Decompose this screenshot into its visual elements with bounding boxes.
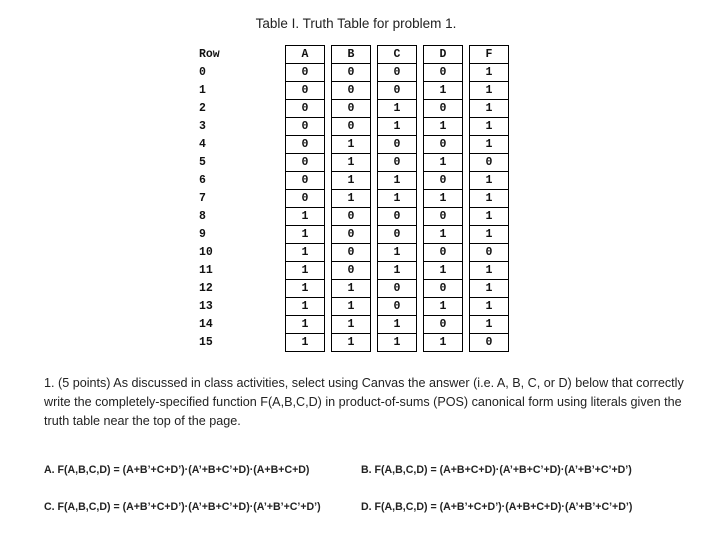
cell-b: 1: [332, 154, 371, 172]
row-number: 13: [199, 300, 213, 313]
cell-f: 1: [470, 208, 509, 226]
cell-b: 1: [332, 316, 371, 334]
table-row: [195, 82, 509, 100]
cell-d: 0: [424, 280, 463, 298]
cell-f: 1: [470, 100, 509, 118]
cell-a: 0: [286, 82, 325, 100]
truth-table-body: [195, 64, 509, 352]
cell-c: 1: [378, 334, 417, 352]
cell-a: 0: [286, 64, 325, 82]
truth-table-container: [195, 45, 509, 352]
cell-b: 1: [332, 280, 371, 298]
cell-c: 1: [378, 262, 417, 280]
cell-d: 0: [424, 208, 463, 226]
cell-a: 0: [286, 172, 325, 190]
row-number: 9: [199, 228, 206, 241]
row-number: 12: [199, 282, 213, 295]
cell-c: 1: [378, 118, 417, 136]
cell-f: 1: [470, 190, 509, 208]
cell-d: 1: [424, 118, 463, 136]
cell-b: 0: [332, 82, 371, 100]
cell-a: 1: [286, 262, 325, 280]
answer-choice-b: B. F(A,B,C,D) = (A+B+C+D)·(A’+B+C’+D)·(A’+B’+C’+D’): [361, 464, 632, 476]
cell-f: 1: [470, 316, 509, 334]
cell-f: 1: [470, 226, 509, 244]
cell-d: 0: [424, 244, 463, 262]
cell-d: 0: [424, 172, 463, 190]
table-row: [195, 118, 509, 136]
cell-c: 0: [378, 82, 417, 100]
cell-a: 1: [286, 298, 325, 316]
header-a: A: [286, 46, 325, 64]
cell-c: 0: [378, 298, 417, 316]
row-number: 7: [199, 192, 206, 205]
cell-a: 0: [286, 136, 325, 154]
cell-d: 1: [424, 226, 463, 244]
row-number: 6: [199, 174, 206, 187]
cell-f: 1: [470, 118, 509, 136]
row-number: 10: [199, 246, 213, 259]
cell-c: 0: [378, 136, 417, 154]
cell-b: 1: [332, 334, 371, 352]
table-row: [195, 244, 509, 262]
cell-b: 0: [332, 262, 371, 280]
cell-b: 1: [332, 172, 371, 190]
table-row: [195, 280, 509, 298]
header-c: C: [378, 46, 417, 64]
cell-d: 1: [424, 154, 463, 172]
table-row: [195, 100, 509, 118]
table-row: [195, 262, 509, 280]
cell-b: 0: [332, 118, 371, 136]
cell-b: 0: [332, 226, 371, 244]
cell-b: 0: [332, 64, 371, 82]
table-row: [195, 208, 509, 226]
row-number: 4: [199, 138, 206, 151]
cell-f: 0: [470, 154, 509, 172]
cell-a: 0: [286, 118, 325, 136]
cell-d: 1: [424, 190, 463, 208]
cell-c: 1: [378, 244, 417, 262]
cell-f: 1: [470, 298, 509, 316]
cell-a: 1: [286, 316, 325, 334]
cell-d: 0: [424, 316, 463, 334]
table-row: [195, 64, 509, 82]
answer-choice-a: A. F(A,B,C,D) = (A+B’+C+D’)·(A’+B+C’+D)·(A+B+C+D): [44, 464, 310, 476]
cell-d: 0: [424, 64, 463, 82]
header-d: D: [424, 46, 463, 64]
header-f: F: [470, 46, 509, 64]
cell-a: 0: [286, 100, 325, 118]
cell-a: 0: [286, 154, 325, 172]
table-row: [195, 190, 509, 208]
cell-b: 1: [332, 298, 371, 316]
cell-c: 1: [378, 100, 417, 118]
truth-table-header-row: [195, 46, 509, 64]
table-row: [195, 316, 509, 334]
cell-b: 0: [332, 208, 371, 226]
table-caption: Table I. Truth Table for problem 1.: [255, 16, 457, 31]
cell-b: 0: [332, 244, 371, 262]
cell-a: 1: [286, 334, 325, 352]
row-number: 3: [199, 120, 206, 133]
cell-a: 1: [286, 226, 325, 244]
truth-table: [195, 45, 509, 352]
cell-d: 0: [424, 100, 463, 118]
cell-c: 0: [378, 154, 417, 172]
cell-d: 1: [424, 262, 463, 280]
cell-a: 1: [286, 244, 325, 262]
cell-f: 1: [470, 64, 509, 82]
row-number: 5: [199, 156, 206, 169]
row-number: 8: [199, 210, 206, 223]
row-number: 14: [199, 318, 213, 331]
cell-c: 0: [378, 280, 417, 298]
cell-a: 1: [286, 280, 325, 298]
cell-c: 1: [378, 316, 417, 334]
cell-f: 0: [470, 244, 509, 262]
cell-d: 1: [424, 334, 463, 352]
question-text: 1. (5 points) As discussed in class activities, select using Canvas the answer (i.e. A, B, C, or D) below that correctly write the completely-specified function F(A,B,C,D) in product-of-sums (POS) canonical form using literals given the truth table near the top of the page.: [44, 376, 684, 428]
table-row: [195, 298, 509, 316]
cell-f: 1: [470, 136, 509, 154]
row-number: 2: [199, 102, 206, 115]
table-row: [195, 172, 509, 190]
cell-f: 1: [470, 172, 509, 190]
table-row: [195, 136, 509, 154]
cell-c: 1: [378, 190, 417, 208]
row-number: 11: [199, 264, 213, 277]
cell-f: 1: [470, 262, 509, 280]
row-number: 1: [199, 84, 206, 97]
cell-c: 0: [378, 208, 417, 226]
cell-b: 1: [332, 136, 371, 154]
cell-b: 0: [332, 100, 371, 118]
cell-b: 1: [332, 190, 371, 208]
header-b: B: [332, 46, 371, 64]
table-row: [195, 154, 509, 172]
cell-f: 1: [470, 280, 509, 298]
header-row-label: Row: [199, 48, 220, 61]
cell-c: 0: [378, 64, 417, 82]
cell-f: 1: [470, 82, 509, 100]
row-number: 0: [199, 66, 206, 79]
cell-a: 0: [286, 190, 325, 208]
answer-choice-c: C. F(A,B,C,D) = (A+B’+C+D’)·(A’+B+C’+D)·(A’+B’+C’+D’): [44, 501, 321, 513]
table-row: [195, 226, 509, 244]
cell-d: 0: [424, 136, 463, 154]
cell-c: 0: [378, 226, 417, 244]
table-row: [195, 334, 509, 352]
cell-d: 1: [424, 82, 463, 100]
cell-a: 1: [286, 208, 325, 226]
cell-f: 0: [470, 334, 509, 352]
answer-choice-d: D. F(A,B,C,D) = (A+B’+C+D’)·(A+B+C+D)·(A’+B’+C’+D’): [361, 501, 633, 513]
row-number: 15: [199, 336, 213, 349]
cell-c: 1: [378, 172, 417, 190]
cell-d: 1: [424, 298, 463, 316]
